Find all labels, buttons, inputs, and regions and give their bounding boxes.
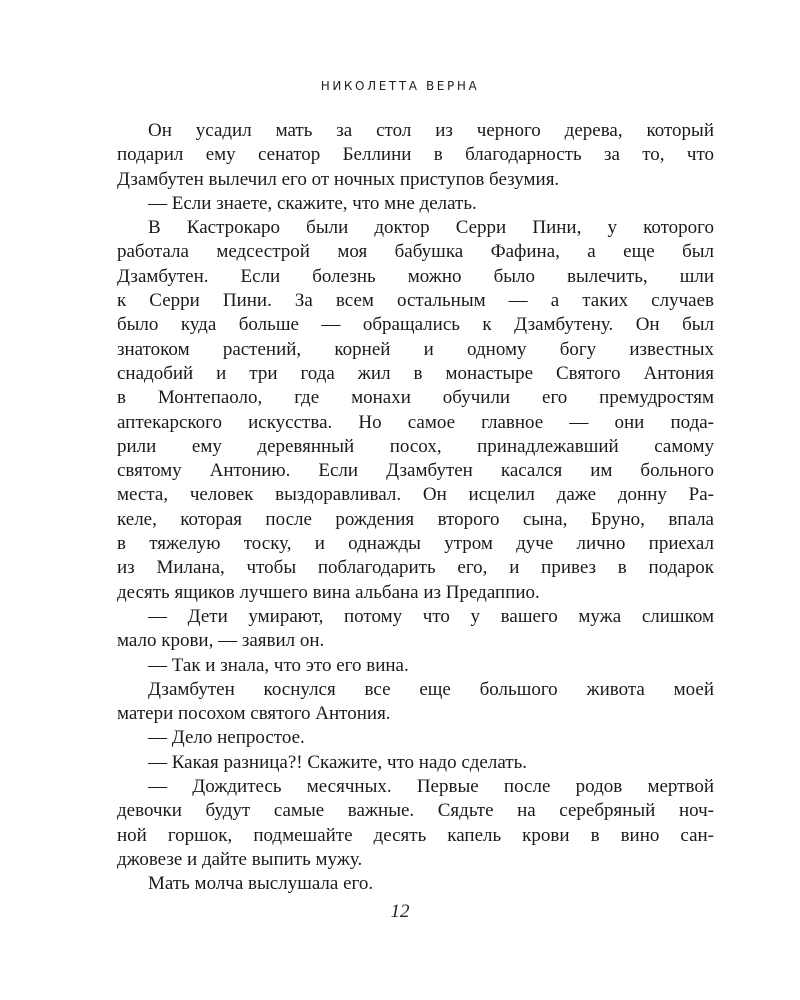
text-line: снадобий и три года жил в монастыре Святого Антония [117,362,714,384]
text-line: — Дело непростое. [148,727,305,749]
text-line: — Так и знала, что это его вина. [148,654,409,676]
text-line: в тяжелую тоску, и однажды утром дуче лично приехал [117,533,714,555]
text-line: места, человек выздоравливал. Он исцелил даже донну Ра- [117,484,714,506]
text-line: Дзамбутен коснулся все еще большого живота моей [148,678,714,700]
text-line: — Дождитесь месячных. Первые после родов мертвой [148,776,714,798]
text-line: аптекарского искусства. Но самое главное — они пода- [117,411,714,433]
text-line: в Монтепаоло, где монахи обучили его премудростям [117,387,714,409]
text-line: матери посохом святого Антония. [117,703,391,725]
text-line: Он усадил мать за стол из черного дерева, который [148,120,714,141]
text-line: В Кастрокаро были доктор Серри Пини, у которого [148,217,714,239]
text-line: келе, которая после рождения второго сына, Бруно, впала [117,508,714,530]
page-number: 12 [390,901,410,922]
text-line: святому Антонию. Если Дзамбутен касался им больного [117,460,714,482]
text-line: подарил ему сенатор Беллини в благодарность за то, что [117,144,714,166]
text-line: Дзамбутен вылечил его от ночных приступов безумия. [117,168,560,190]
text-line: джовезе и дайте выпить мужу. [117,848,363,870]
running-header: НИКОЛЕТТА ВЕРНА [320,79,480,93]
text-line: — Если знаете, скажите, что мне делать. [148,192,477,214]
text-line: — Дети умирают, потому что у вашего мужа слишком [148,605,714,627]
text-line: знатоком растений, корней и одному богу известных [117,338,714,360]
text-line: ной горшок, подмешайте десять капель крови в вино сан- [117,824,714,846]
text-line: Мать молча выслушала его. [148,873,374,895]
text-line: к Серри Пини. За всем остальным — а таких случаев [117,290,714,312]
text-line: работала медсестрой моя бабушка Фафина, а еще был [117,241,714,263]
body-text [117,119,714,897]
text-line: было куда больше — обращались к Дзамбутену. Он был [117,314,714,336]
text-line: девочки будут самые важные. Сядьте на серебряный ноч- [117,800,714,822]
text-line: рили ему деревянный посох, принадлежавший самому [117,435,714,457]
text-line: мало крови, — заявил он. [117,630,325,652]
text-line: десять ящиков лучшего вина альбана из Предаппио. [117,581,540,603]
text-line: Дзамбутен. Если болезнь можно было вылечить, шли [117,265,714,287]
text-line: — Какая разница?! Скажите, что надо сделать. [148,751,527,773]
text-line: из Милана, чтобы поблагодарить его, и привез в подарок [117,557,714,579]
